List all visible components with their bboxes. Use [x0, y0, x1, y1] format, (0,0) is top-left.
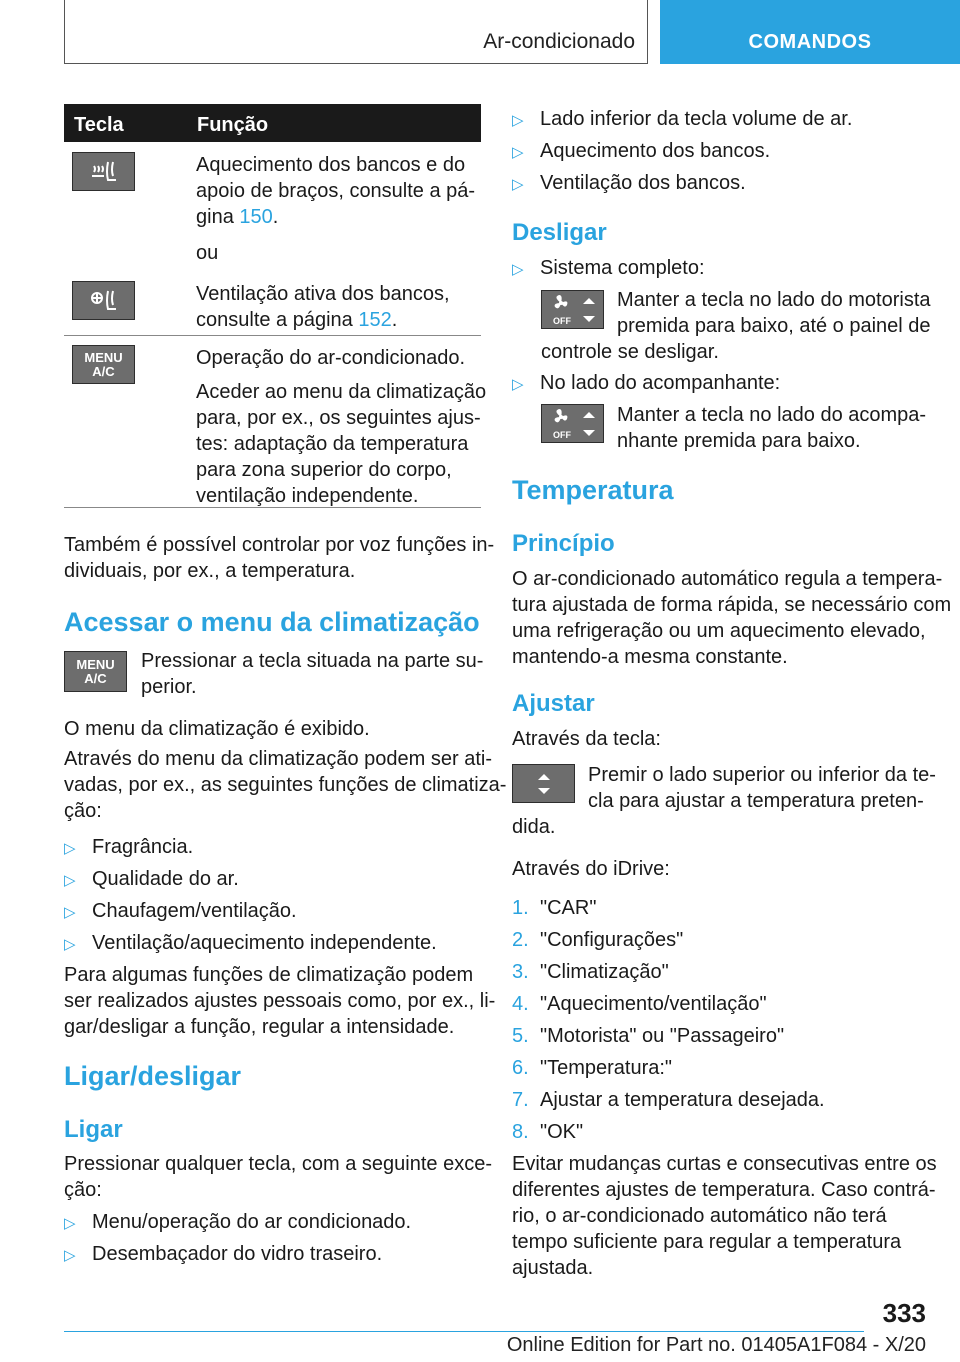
step-item: 7. Ajustar a temperatura desejada.	[512, 1089, 825, 1111]
avoid-text-1: Evitar mudanças curtas e consecutivas entre os	[512, 1153, 937, 1175]
heading-on: Ligar	[64, 1116, 123, 1143]
principle-text-1: O ar-condicionado automático regula a tempera-	[512, 568, 943, 590]
bullet-triangle-icon: ▷	[64, 1247, 76, 1264]
row2-text-2: consulte a página 152.	[196, 309, 398, 331]
pass-text-1: Manter a tecla no lado do acompa-	[617, 404, 927, 426]
step-item: 8. "OK"	[512, 1121, 584, 1143]
bullet-triangle-icon: ▷	[512, 376, 524, 393]
via-text-2: vadas, por ex., as seguintes funções de climatiza-	[64, 774, 507, 796]
press-text-2: perior.	[141, 676, 197, 698]
list-item: ▷ Desembaçador do vidro traseiro.	[64, 1241, 382, 1269]
list-item: ▷ Lado inferior da tecla volume de ar.	[512, 106, 852, 134]
menu-ac-key-icon: MENU A/C	[72, 345, 135, 384]
step-item: 2. "Configurações"	[512, 929, 684, 951]
step-item: 4. "Aquecimento/ventilação"	[512, 993, 767, 1015]
avoid-text-4: tempo suficiente para regular a temperatura	[512, 1231, 902, 1253]
or-text: ou	[196, 242, 219, 264]
step-item: 3. "Climatização"	[512, 961, 669, 983]
header-frame	[64, 0, 648, 64]
table-header	[64, 104, 481, 142]
table-rule	[64, 335, 481, 336]
voice-text-1: Também é possível controlar por voz funções in-	[64, 534, 495, 556]
chapter-title: Ar-condicionado	[483, 30, 635, 53]
row1-text-3: gina 150.	[196, 206, 279, 228]
press-text-1: Pressionar a tecla situada na parte su-	[141, 650, 484, 672]
bullet-triangle-icon: ▷	[512, 176, 524, 193]
col-header-function: Função	[197, 114, 269, 136]
shown-text: O menu da climatização é exibido.	[64, 718, 370, 740]
sys-text-2: premida para baixo, até o painel de	[617, 315, 931, 337]
page-number: 333	[882, 1298, 926, 1328]
principle-text-4: mantendo-a mesma constante.	[512, 646, 788, 668]
personal-text-2: ser realizados ajustes pessoais como, por ex., li-	[64, 990, 496, 1012]
sys-text-1: Manter a tecla no lado do motorista	[617, 289, 931, 311]
col-header-key: Tecla	[74, 114, 124, 136]
step-item: 5. "Motorista" ou "Passageiro"	[512, 1025, 785, 1047]
adjust-text-3: dida.	[512, 816, 556, 838]
seat-heating-key-icon	[72, 152, 135, 191]
adjust-text-2: cla para ajustar a temperatura preten-	[588, 790, 924, 812]
list-item: ▷ Aquecimento dos bancos.	[512, 138, 770, 166]
table-rule-bottom	[64, 507, 481, 508]
heading-adjust: Ajustar	[512, 690, 595, 717]
principle-text-2: tura ajustada de forma rápida, se necessário com	[512, 594, 952, 616]
section-tab[interactable]: COMANDOS	[660, 0, 960, 64]
list-item: ▷ Fragrância.	[64, 834, 193, 862]
step-item: 1. "CAR"	[512, 897, 597, 919]
list-item: ▷ No lado do acompanhante:	[512, 370, 780, 398]
menu-ac-key-icon: MENU A/C	[64, 651, 127, 692]
avoid-text-5: ajustada.	[512, 1257, 594, 1279]
via-text-1: Através do menu da climatização podem ser ati-	[64, 748, 492, 770]
sys-text-3: controle se desligar.	[541, 341, 719, 363]
fan-off-key-icon	[541, 290, 604, 329]
bullet-triangle-icon: ▷	[64, 872, 76, 889]
list-item: ▷ Ventilação/aquecimento independente.	[64, 930, 437, 958]
list-item: ▷ Sistema completo:	[512, 255, 705, 283]
adjust-text-1: Premir o lado superior ou inferior da te-	[588, 764, 936, 786]
avoid-text-3: rio, o ar-condicionado automático não terá	[512, 1205, 887, 1227]
principle-text-3: uma refrigeração ou um aquecimento elevado,	[512, 620, 926, 642]
bullet-triangle-icon: ▷	[64, 904, 76, 921]
fan-off-key-icon	[541, 404, 604, 443]
personal-text-3: gar/desligar a função, regular a intensidade.	[64, 1016, 455, 1038]
row3-text: Operação do ar-condicionado. Aceder ao menu da climatização para, por ex., os seguintes ajus- tes: adaptação da temperatura para zona superior do corpo, ventilação independente.	[196, 347, 487, 507]
bullet-triangle-icon: ▷	[64, 1215, 76, 1232]
voice-text-2: dividuais, por ex., a temperatura.	[64, 560, 356, 582]
list-item: ▷ Qualidade do ar.	[64, 866, 239, 894]
via-key-text: Através da tecla:	[512, 728, 661, 750]
step-item: 6. "Temperatura:"	[512, 1057, 673, 1079]
heading-off: Desligar	[512, 219, 607, 246]
row2-text-1: Ventilação ativa dos bancos,	[196, 283, 450, 305]
via-idrive-text: Através do iDrive:	[512, 858, 670, 880]
bullet-triangle-icon: ▷	[512, 144, 524, 161]
list-item: ▷ Chaufagem/ventilação.	[64, 898, 297, 926]
row1-text-1: Aquecimento dos bancos e do	[196, 154, 466, 176]
svg-text:OFF: OFF	[552, 315, 571, 326]
row1-text-2: apoio de braços, consulte a pá-	[196, 180, 476, 202]
bullet-triangle-icon: ▷	[64, 840, 76, 857]
heading-menu: Acessar o menu da climatização	[64, 607, 480, 637]
heading-temperature: Temperatura	[512, 475, 674, 505]
pass-text-2: nhante premida para baixo.	[617, 430, 861, 452]
on-text-2: ção:	[64, 1179, 102, 1201]
temperature-up-down-key-icon	[512, 764, 575, 803]
bullet-triangle-icon: ▷	[512, 112, 524, 129]
seat-ventilation-key-icon	[72, 281, 135, 320]
svg-text:OFF: OFF	[552, 429, 571, 440]
bullet-triangle-icon: ▷	[64, 936, 76, 953]
list-item: ▷ Menu/operação do ar condicionado.	[64, 1209, 411, 1237]
bullet-triangle-icon: ▷	[512, 261, 524, 278]
avoid-text-2: diferentes ajustes de temperatura. Caso contrá-	[512, 1179, 936, 1201]
list-item: ▷ Ventilação dos bancos.	[512, 170, 746, 198]
heading-principle: Princípio	[512, 530, 615, 557]
via-text-3: ção:	[64, 800, 102, 822]
heading-onoff: Ligar/desligar	[64, 1061, 242, 1091]
footer-edition: Online Edition for Part no. 01405A1F084 - X/20	[506, 1334, 926, 1356]
page-link-150[interactable]: 150	[239, 206, 273, 228]
footer-rule	[64, 1331, 864, 1332]
page-link-152[interactable]: 152	[358, 309, 392, 331]
personal-text-1: Para algumas funções de climatização podem	[64, 964, 474, 986]
on-text-1: Pressionar qualquer tecla, com a seguinte exce-	[64, 1153, 493, 1175]
